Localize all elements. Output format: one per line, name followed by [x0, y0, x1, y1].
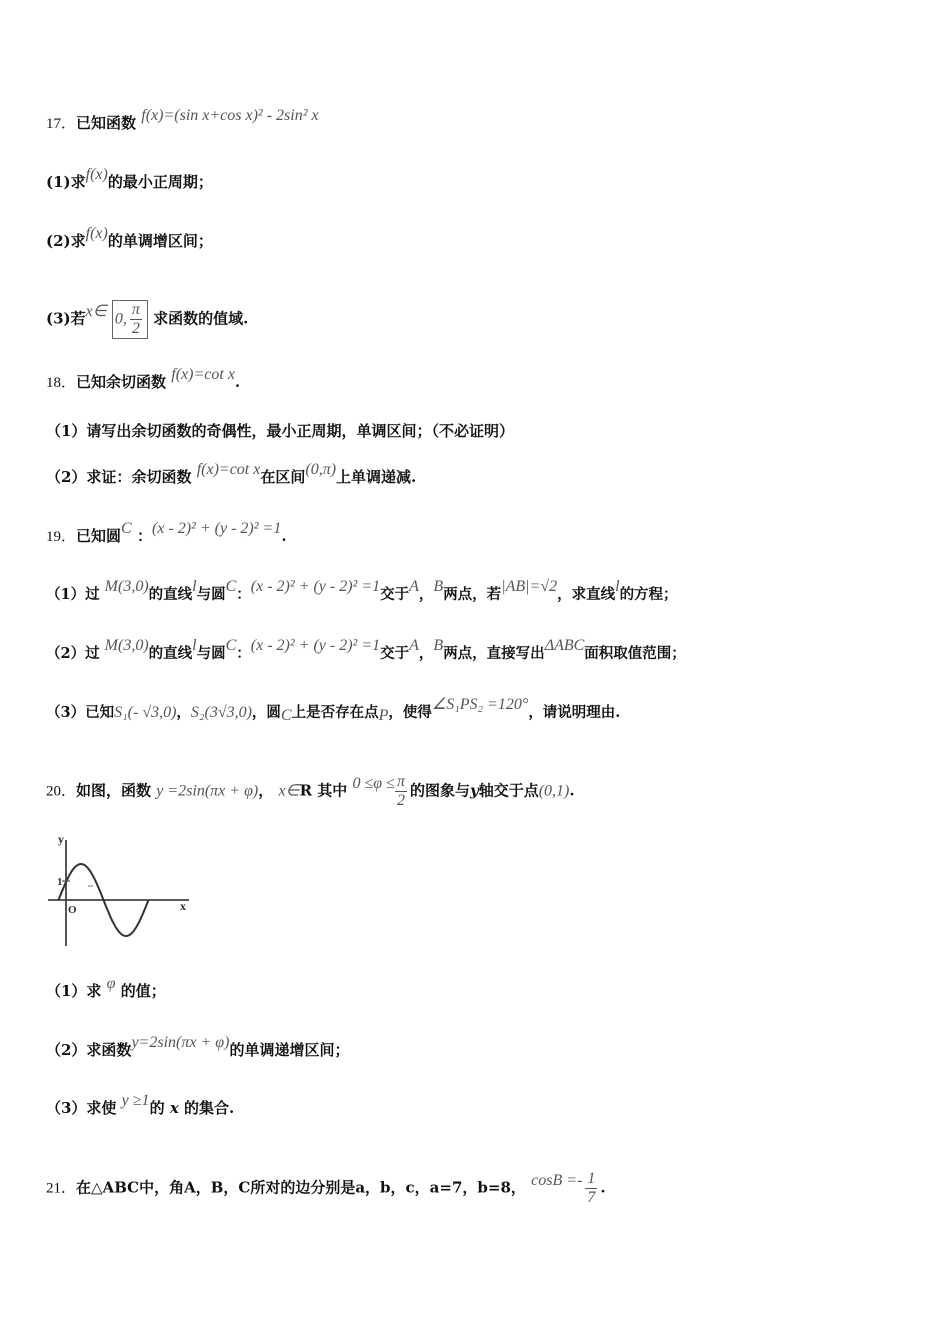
- q19-p1-point: M(3,0): [104, 578, 149, 595]
- q19-p2-b: 与圆: [196, 645, 226, 662]
- q19-p1-line2: l: [615, 578, 620, 595]
- q19-p1-d: 交于: [380, 586, 410, 603]
- q20-part3: [46, 1092, 235, 1119]
- q20-cond-bottom: 2: [396, 792, 405, 809]
- q19-p1-colon: ：: [236, 586, 251, 603]
- q19-p2-colon: ：: [236, 645, 251, 662]
- q20-condition: 0 ≤φ ≤: [352, 774, 395, 792]
- q19-circle: C: [121, 520, 132, 537]
- q20-y: y: [469, 781, 479, 800]
- q19-p2-label: （2）过: [46, 645, 100, 662]
- q21-cos: cosB =-: [531, 1171, 583, 1189]
- q17-part2: [46, 225, 213, 252]
- q19-part3: [46, 696, 621, 724]
- q19-equation: (x - 2)² + (y - 2)² =1: [151, 520, 282, 537]
- q19-p1-equation: (x - 2)² + (y - 2)² =1: [250, 578, 381, 595]
- q19-p3-d: ，使得: [388, 704, 432, 721]
- q20-p2-math: y=2sin(πx + φ): [131, 1034, 230, 1051]
- q18-p2-interval: (0,π): [305, 461, 337, 478]
- q17-p1-math: f(x): [85, 166, 108, 183]
- q19-p1-B: B: [433, 578, 444, 595]
- q19-p3-c: C: [280, 707, 292, 724]
- q20-p1-text: 的值；: [120, 982, 166, 1000]
- q19-part2: [46, 637, 686, 664]
- q19-p1-comma: ，: [418, 586, 434, 603]
- q19-p2-triangle: ΔABC: [544, 637, 585, 654]
- q20-intro: [46, 773, 575, 810]
- q21-number: 21．: [46, 1180, 77, 1197]
- q19-p2-comma: ，: [418, 645, 434, 662]
- q21-text: 在△ABC中，角A，B，C所对的边分别是a，b，c，a=7，b=8，: [76, 1178, 526, 1197]
- q18-number: 18．: [46, 375, 77, 391]
- q17-intro-text: 已知函数: [76, 114, 137, 132]
- q20-formula: y =2sin(πx + φ): [156, 782, 259, 800]
- q20-p3-math: y ≥1: [121, 1092, 150, 1109]
- q19-p3-label: （3）已知: [46, 704, 115, 721]
- q20-p1-math: φ: [106, 975, 116, 992]
- q20-cond-top: π: [396, 773, 405, 790]
- q21-end: .: [600, 1178, 606, 1197]
- q20-p1-label: （1）求: [46, 982, 102, 1000]
- graph-y-label: y: [58, 832, 64, 846]
- q17-formula: f(x)=(sin x+cos x)² - 2sin² x: [141, 107, 319, 124]
- q17-p3-interval: [112, 300, 148, 339]
- q19-p3-s2: S₂(3√3,0): [190, 704, 252, 721]
- q19-p3-s1: S₁(- √3,0): [114, 704, 177, 721]
- q19-p1-c: C: [225, 578, 237, 595]
- q19-p1-a: 的直线: [148, 586, 193, 603]
- q17-p3-math: x∈: [85, 302, 107, 320]
- q20-sep: ，: [258, 781, 274, 800]
- q17-number: 17．: [46, 116, 77, 132]
- q18-intro: [46, 366, 241, 393]
- q20-where: 其中: [317, 781, 348, 800]
- graph-one-label: 1: [57, 876, 63, 888]
- q18-p2-mid: 在区间: [260, 468, 306, 486]
- q20-number: 20．: [46, 783, 77, 800]
- q17-p2-text: 的单调增区间；: [107, 232, 213, 250]
- q18-p2-text: 上单调递减.: [336, 468, 417, 486]
- q17-intro: [46, 107, 319, 134]
- q19-end: .: [281, 527, 287, 545]
- q19-number: 19．: [46, 529, 77, 545]
- q21-fraction: [585, 1170, 597, 1207]
- q17-p1-label: (1)求: [46, 173, 86, 191]
- q19-p2-A: A: [409, 637, 419, 654]
- q17-part3: [46, 300, 248, 339]
- q19-p2-e: 两点，直接写出: [443, 645, 545, 662]
- q17-p3-fraction: [130, 301, 142, 338]
- q21-intro: [46, 1170, 606, 1207]
- q20-sine-graph: [44, 830, 194, 950]
- q19-p3-sep: ，: [176, 704, 191, 721]
- q17-part1: [46, 166, 213, 193]
- q17-p3-frac-top: π: [131, 301, 140, 318]
- q19-p1-e: 两点，若: [443, 586, 502, 603]
- q20-part1: [46, 975, 166, 1002]
- q17-p3-label: (3)若: [46, 309, 86, 328]
- q20-point: (0,1): [538, 782, 570, 800]
- q19-intro-text: 已知圆: [76, 527, 122, 545]
- q20-text2: 轴交于点: [478, 781, 539, 800]
- q19-p3-angle: ∠S₁PS₂ =120°: [431, 696, 529, 713]
- q17-p2-math: f(x): [85, 225, 108, 242]
- q20-xr: x∈: [278, 782, 300, 800]
- q20-r: R: [299, 781, 313, 800]
- q20-end: .: [569, 781, 575, 800]
- q19-p1-label: （1）过: [46, 586, 100, 603]
- q19-p3-e: ，请说明理由.: [528, 704, 621, 721]
- q17-p2-label: (2)求: [46, 232, 86, 250]
- q20-p2-text: 的单调递增区间；: [229, 1041, 350, 1059]
- q18-formula: f(x)=cot x: [171, 366, 235, 383]
- q20-part2: [46, 1034, 350, 1061]
- q19-p2-B: B: [433, 637, 444, 654]
- q19-part1: [46, 578, 678, 605]
- q19-p3-b: 上是否存在点: [291, 704, 379, 721]
- q17-p1-text: 的最小正周期；: [107, 173, 213, 191]
- q19-p2-a: 的直线: [148, 645, 193, 662]
- q19-p1-b: 与圆: [196, 586, 226, 603]
- q19-colon: ：: [136, 527, 152, 545]
- q17-p3-text: 求函数的值域.: [153, 309, 249, 328]
- q20-p3-x: x: [169, 1099, 179, 1117]
- q18-end: .: [234, 373, 241, 391]
- q18-part1: （1）请写出余切函数的奇偶性，最小正周期，单调区间；（不必证明）: [46, 422, 514, 440]
- q20-p3-text: 的: [149, 1099, 165, 1117]
- q19-p1-f: ，求直线: [557, 586, 616, 603]
- q19-p2-line: l: [192, 637, 197, 654]
- q17-p3-left: 0,: [114, 310, 127, 328]
- q19-p3-p: P: [378, 707, 389, 724]
- q20-intro-text: 如图，函数: [76, 781, 152, 800]
- graph-x-label: x: [180, 899, 186, 913]
- q18-p2-formula: f(x)=cot x: [196, 461, 261, 478]
- q19-p1-ab: |AB|=√2: [501, 578, 558, 595]
- q20-p2-label: （2）求函数: [46, 1041, 132, 1059]
- q20-p3-label: （3）求使: [46, 1099, 117, 1117]
- q18-part2: [46, 461, 417, 488]
- q19-p3-a: ，圆: [251, 704, 281, 721]
- q19-p2-d: 交于: [380, 645, 410, 662]
- q20-text: 的图象与: [409, 781, 470, 800]
- q20-cond-fraction: [395, 773, 407, 810]
- q19-p1-A: A: [409, 578, 419, 595]
- q19-p1-line: l: [192, 578, 197, 595]
- q19-p1-g: 的方程；: [619, 586, 678, 603]
- q18-intro-text: 已知余切函数: [76, 373, 167, 391]
- q20-p3-text2: 的集合.: [184, 1099, 235, 1117]
- graph-origin-label: O: [68, 904, 77, 916]
- q19-p2-f: 面积取值范围；: [584, 645, 686, 662]
- q19-p2-c: C: [225, 637, 237, 654]
- q21-frac-top: 1: [587, 1170, 596, 1187]
- q19-intro: [46, 520, 287, 547]
- q17-p3-frac-bottom: 2: [131, 320, 140, 337]
- q19-p2-equation: (x - 2)² + (y - 2)² =1: [250, 637, 381, 654]
- q18-p2-label: （2）求证：余切函数: [46, 468, 192, 486]
- q21-frac-bottom: 7: [587, 1189, 596, 1206]
- q19-p2-point: M(3,0): [104, 637, 149, 654]
